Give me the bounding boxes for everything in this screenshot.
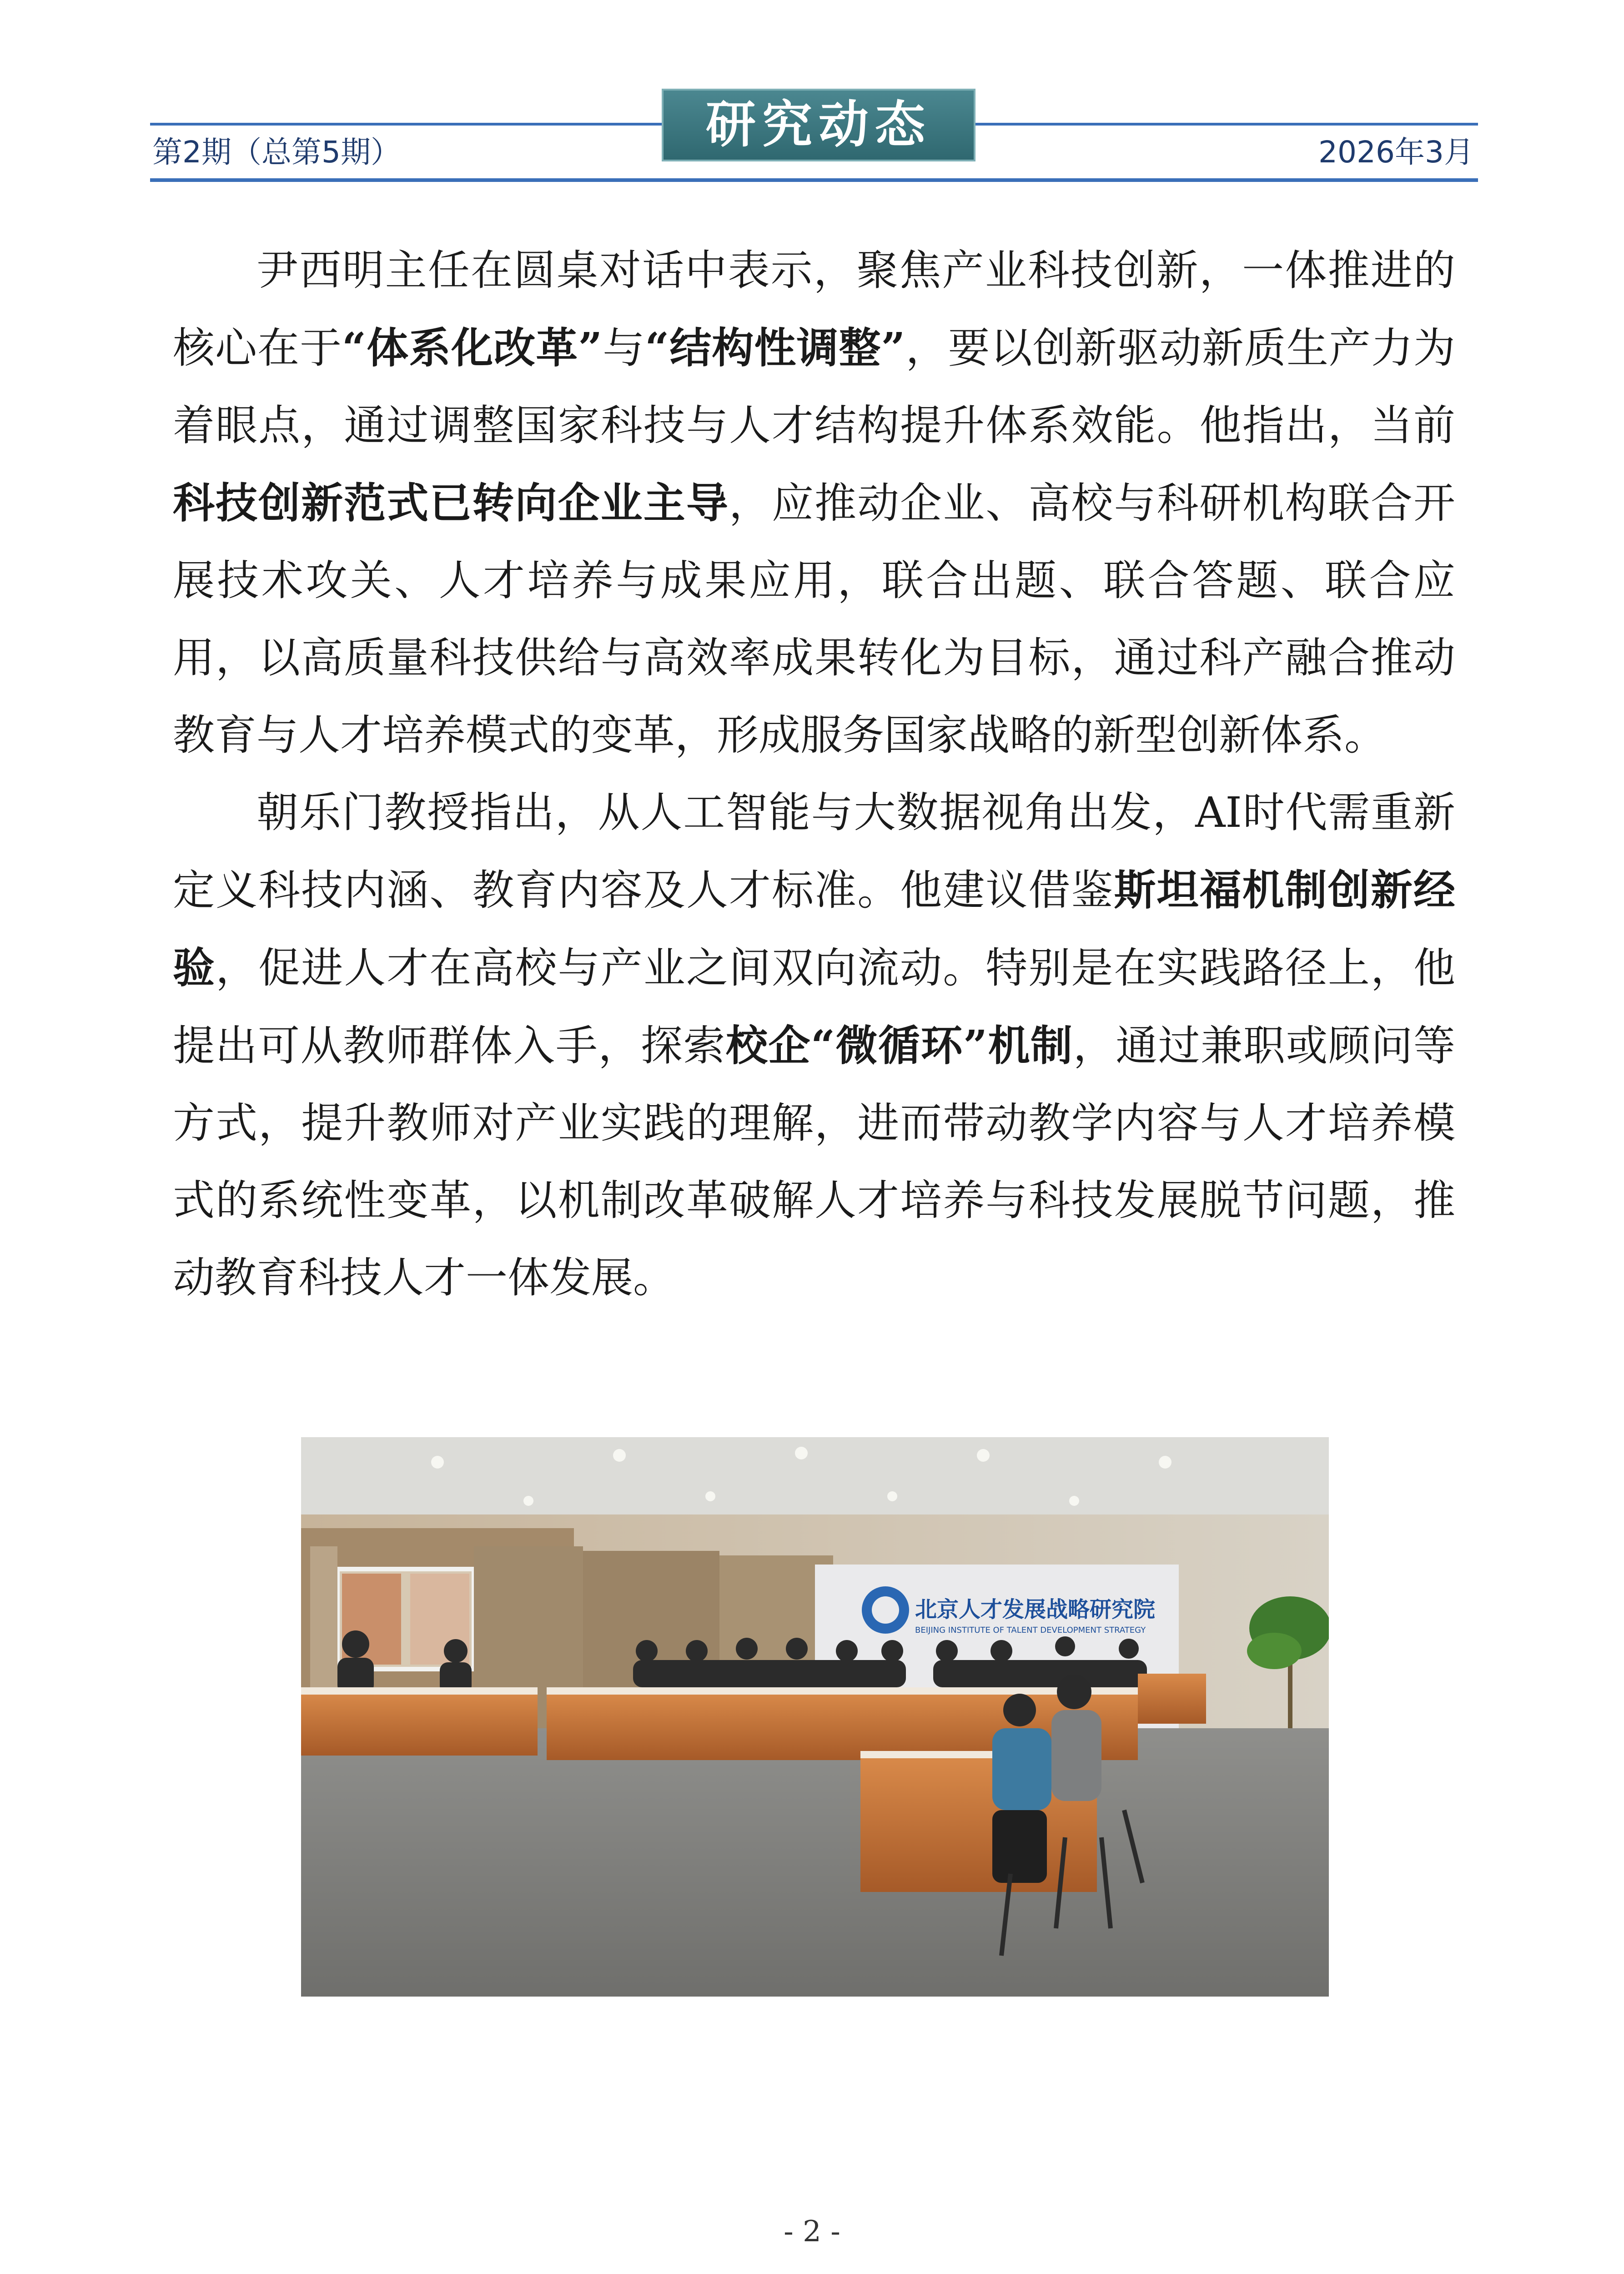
issue-date: 2026年3月 (1318, 135, 1474, 170)
emphasis-text: “结构性调整” (645, 323, 905, 372)
meeting-photo-illustration (301, 1437, 1329, 1997)
text-span: 尹西明主任在圆桌对话中表示，聚焦产业科技创新，一体推进的核心在于 (173, 246, 1455, 372)
meeting-photo (301, 1437, 1329, 1997)
emphasis-text: 科技创新范式已转向企业主导 (173, 478, 729, 528)
institute-sign: 北京人才发展战略研究院 (915, 1597, 1156, 1622)
text-span: ，要以创新驱动新质生产力为着眼点，通过调整国家科技与人才结构提升体系效能。他指出，当前 (173, 324, 1455, 450)
text-span: ，应推动企业、高校与科研机构联合开展技术攻关、人才培养与成果应用，联合出题、联合答题、联合应用，以高质量科技供给与高效率成果转化为目标，通过科产融合推动教育与人才培养模式的变革，形成服务国家战略的新型创新体系。 (173, 479, 1455, 760)
text-span: ，通过兼职或顾问等方式，提升教师对产业实践的理解，进而带动教学内容与人才培养模式的系统性变革，以机制改革破解人才培养与科技发展脱节问题，推动教育科技人才一体发展。 (173, 1021, 1455, 1302)
institute-sign-english: BEIJING INSTITUTE OF TALENT DEVELOPMENT STRATEGY (915, 1625, 1146, 1635)
emphasis-text: 斯坦福机制创新经验 (173, 865, 1455, 992)
paragraph-1 (173, 232, 1455, 774)
newsletter-title: 研究动态 (662, 89, 975, 161)
header-bottom-rule (150, 178, 1478, 182)
emphasis-text: “体系化改革” (342, 323, 603, 372)
page-number: - 2 - (784, 2215, 840, 2249)
issue-number: 第2期（总第5期） (152, 135, 401, 170)
text-span: 朝乐门教授指出，从人工智能与大数据视角出发，AI时代需重新定义科技内涵、教育内容及人才标准。他建议借鉴 (173, 788, 1455, 915)
text-span: 与 (602, 324, 645, 372)
paragraph-2 (173, 774, 1455, 1317)
article-body (173, 232, 1455, 1317)
text-span: ，促进人才在高校与产业之间双向流动。特别是在实践路径上，他提出可从教师群体入手，探索 (173, 944, 1455, 1070)
emphasis-text: 校企“微循环”机制 (726, 1021, 1073, 1070)
